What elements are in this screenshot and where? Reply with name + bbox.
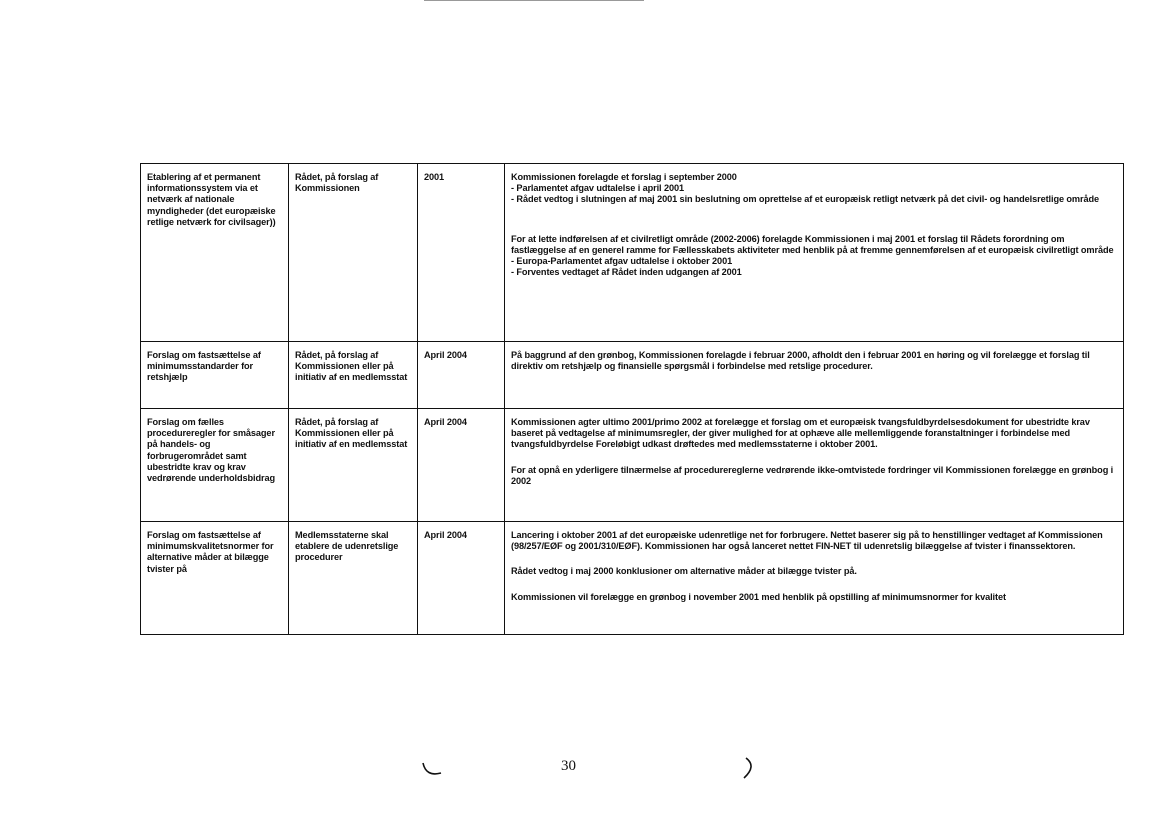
- status-paragraph: For at opnå en yderligere tilnærmelse af procedurereglerne vedrørende ikke-omtvistede fordringer vil Kommissionen forelægge en grønbog i 2002: [511, 464, 1114, 486]
- status-line: - Parlamentet afgav udtalelse i april 2001: [511, 183, 684, 194]
- table-row: [141, 164, 1124, 342]
- table-row: [141, 522, 1124, 635]
- status-cell: [505, 522, 1124, 635]
- date-cell: April 2004: [418, 342, 505, 409]
- subject-cell: Forslag om fastsættelse af minimumsstandarder for retshjælp: [141, 342, 289, 409]
- status-cell: [505, 409, 1124, 522]
- initiative-cell: Rådet, på forslag af Kommissionen eller på initiativ af en medlemsstat: [289, 342, 418, 409]
- initiative-cell: Medlemsstaterne skal etablere de udenretslige procedurer: [289, 522, 418, 635]
- status-paragraph: Kommissionen vil forelægge en grønbog i november 2001 med henblik på opstilling af minimumsnormer for kvalitet: [511, 591, 1006, 602]
- status-paragraph: [511, 172, 1117, 206]
- subject-cell: Forslag om fælles procedureregler for småsager på handels- og forbrugerområdet samt ubestridte krav og krav vedrørende underholdsbidrag: [141, 409, 289, 522]
- status-paragraph: På baggrund af den grønbog, Kommissionen forelagde i februar 2000, afholdt den i februar 2001 en høring og vil forelægge et forslag til direktiv om retshjælp og finansielle spørgsmål i forbindelse med retslige procedurer.: [511, 350, 1090, 372]
- punch-hole-right-mark: [740, 756, 760, 782]
- legislative-table: [140, 163, 1123, 635]
- status-line: For at lette indførelsen af et civilretligt område (2002-2006) forelagde Kommissionen i maj 2001 et forslag til Rådets forordning om fastlæggelse af en generel ramme for Fællesskabets aktiviteter med henblik på at fremme gennemførelsen af et europæisk civilretligt område: [511, 233, 1114, 255]
- status-paragraph: [511, 234, 1117, 279]
- table-row: [141, 342, 1124, 409]
- status-cell: [505, 342, 1124, 409]
- status-line: - Rådet vedtog i slutningen af maj 2001 sin beslutning om oprettelse af et europæisk retligt netværk på det civil- og handelsretlige område: [511, 194, 1100, 205]
- page-number: 30: [561, 758, 576, 774]
- status-paragraph: Kommissionen agter ultimo 2001/primo 2002 at forelægge et forslag om et europæisk tvangsfuldbyrdelsesdokument for ubestridte krav baseret på vedtagelse af minimumsregler, der giver mulighed for at ophæve alle mellemliggende foranstaltninger i forbindelse med tvangsfuldbyrdelse Foreløbigt udkast drøftedes med medlemsstaterne i oktober 2001.: [511, 417, 1090, 450]
- status-paragraph: Lancering i oktober 2001 af det europæiske udenretlige net for forbrugere. Nettet baserer sig på to henstillinger vedtaget af Kommissionen (98/257/EØF og 2001/310/EØF). Kommissionen har også lanceret nettet FIN-NET til udenretslig bilæggelse af tvister i finanssektoren.: [511, 530, 1103, 552]
- status-line: - Forventes vedtaget af Rådet inden udgangen af 2001: [511, 267, 742, 278]
- subject-cell: Etablering af et permanent informationssystem via et netværk af nationale myndigheder (det europæiske retlige netværk for civilsager)): [141, 164, 289, 342]
- status-paragraph: Rådet vedtog i maj 2000 konklusioner om alternative måder at bilægge tvister på.: [511, 566, 857, 577]
- subject-cell: Forslag om fastsættelse af minimumskvalitetsnormer for alternative måder at bilægge tvister på: [141, 522, 289, 635]
- date-cell: April 2004: [418, 409, 505, 522]
- date-cell: April 2004: [418, 522, 505, 635]
- initiative-cell: Rådet, på forslag af Kommissionen: [289, 164, 418, 342]
- date-cell: 2001: [418, 164, 505, 342]
- initiative-cell: Rådet, på forslag af Kommissionen eller på initiativ af en medlemsstat: [289, 409, 418, 522]
- punch-hole-left-mark: [420, 760, 444, 782]
- status-line: - Europa-Parlamentet afgav udtalelse i oktober 2001: [511, 256, 733, 267]
- status-line: Kommissionen forelagde et forslag i september 2000: [511, 172, 737, 182]
- scan-top-line: [424, 0, 644, 1]
- status-cell: [505, 164, 1124, 342]
- table-row: [141, 409, 1124, 522]
